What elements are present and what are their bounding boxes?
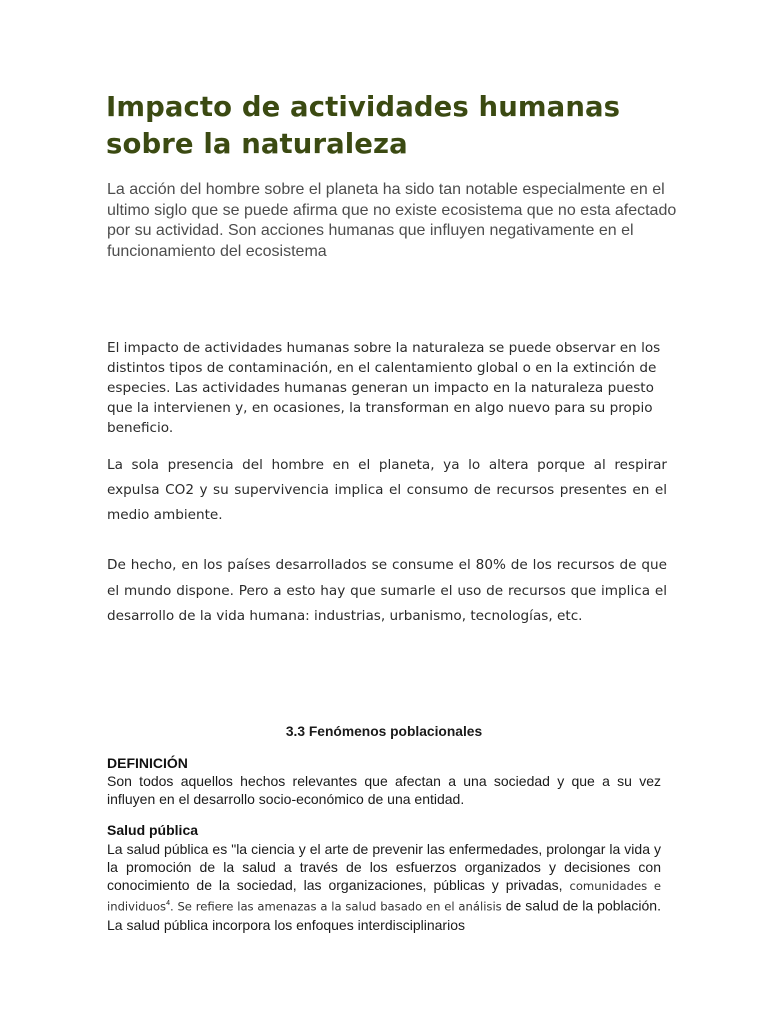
salud-publica-text [107,840,661,934]
definicion-label: DEFINICIÓN [107,755,188,771]
salud-text-part-a: La salud pública es "la ciencia y el arte de prevenir las enfermedades, prolongar la vida y la promoción de la salud a través de los esfuerzos organizados y decisiones con conocimiento de la sociedad, las organizaciones, públicas y privadas, [107,841,661,893]
body-paragraph-1: El impacto de actividades humanas sobre la naturaleza se puede observar en los distintos tipos de contaminación, en el calentamiento global o en la extinción de especies. Las actividades humanas generan un impacto en la naturaleza puesto que la intervienen y, en ocasiones, la transforman en algo nuevo para su propio beneficio. [107,340,661,436]
salud-text-small-b: . Se refiere las amenazas a la salud basado en el análisis [169,899,502,914]
document-title: Impacto de actividades humanas sobre la naturaleza [106,91,621,160]
intro-paragraph: La acción del hombre sobre el planeta ha sido tan notable especialmente en el ultimo siglo que se puede afirma que no existe ecosistema que no esta afectado por su actividad. Son acciones humanas que influyen negativamente en el funcionamiento del ecosistema [107,181,677,260]
section-heading: 3.3 Fenómenos poblacionales [285,724,483,739]
footnote-marker: 4 [166,900,170,907]
salud-text-small: comunidades e individuos [107,879,661,914]
salud-text-part-b: de salud de la población. La salud pública incorpora los enfoques interdisciplinarios [107,897,661,933]
salud-publica-label: Salud pública [107,822,199,838]
definicion-text: Son todos aquellos hechos relevantes que afectan a una sociedad y que a su vez influyen en el desarrollo socio-económico de una entidad. [107,773,661,807]
body-paragraph-3: De hecho, en los países desarrollados se consume el 80% de los recursos de que el mundo dispone. Pero a esto hay que sumarle el uso de recursos que implica el desarrollo de la vida humana: industrias, urbanismo, tecnologías, etc. [107,557,667,624]
body-paragraph-2: La sola presencia del hombre en el planeta, ya lo altera porque al respirar expulsa CO2 y su supervivencia implica el consumo de recursos presentes en el medio ambiente. [107,457,667,523]
